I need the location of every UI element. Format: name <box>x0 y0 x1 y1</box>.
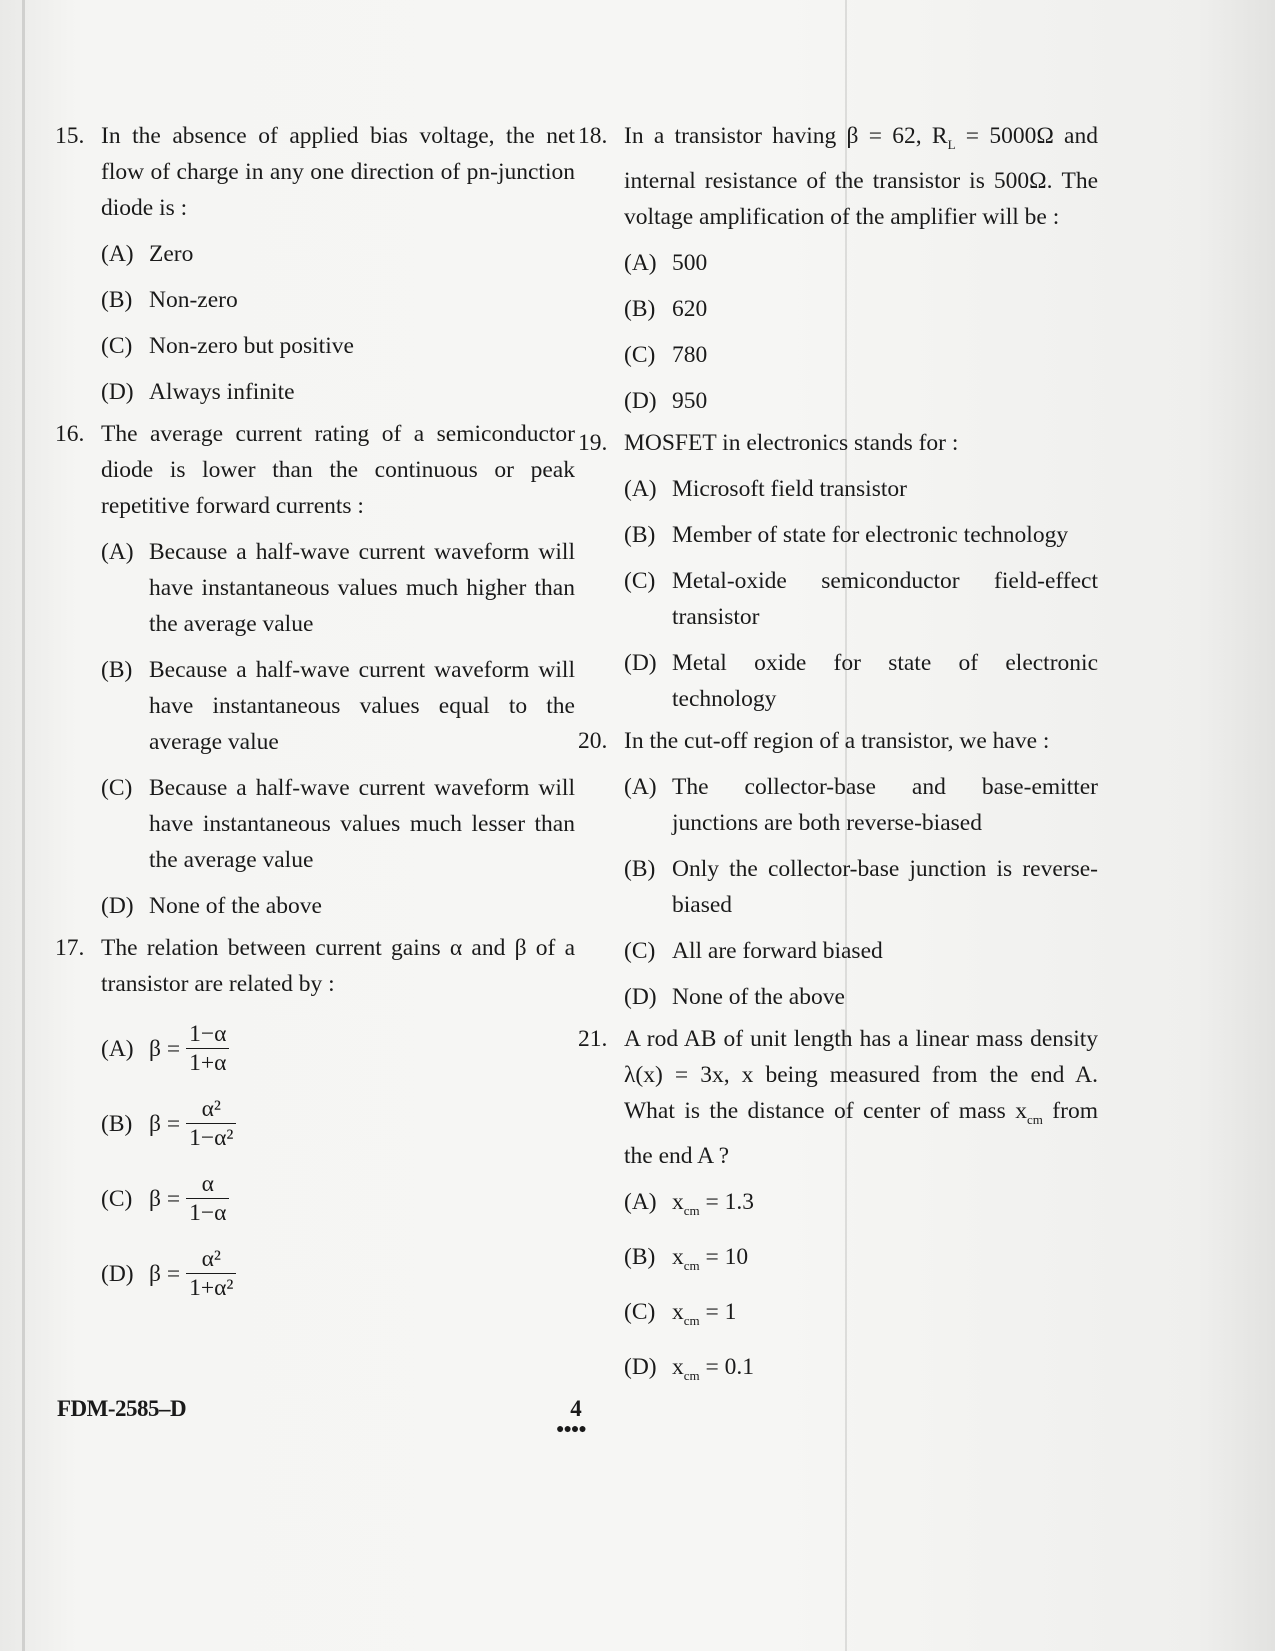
option-b <box>101 1095 575 1152</box>
option-text: 620 <box>672 296 708 322</box>
formula-lhs: β = <box>149 1035 181 1062</box>
option-a <box>101 236 575 272</box>
question-15 <box>55 118 575 410</box>
option-a <box>624 769 1098 841</box>
question-text: In the cut-off region of a transistor, we have : <box>624 728 1050 754</box>
subscript: cm <box>683 1368 700 1383</box>
variable: x <box>672 1244 684 1270</box>
fraction <box>186 1095 236 1152</box>
option-label: (C) <box>101 333 133 359</box>
option-c <box>101 1170 575 1227</box>
option-text: Metal-oxide semiconductor field-effect transistor <box>672 568 1098 630</box>
option-label: (A) <box>624 250 657 276</box>
option-a <box>101 1020 575 1077</box>
option-text: Microsoft field transistor <box>672 476 907 502</box>
question-text-part: A rod AB of unit length has a linear mass density λ(x) = 3x, x being measured from the end A. What is the distance of center of mass x <box>624 1026 1098 1124</box>
option-label: (D) <box>101 893 134 919</box>
numerator: α <box>201 1171 214 1197</box>
fraction <box>186 1245 236 1302</box>
option-text: Always infinite <box>149 379 295 405</box>
question-number: 20. <box>578 728 608 754</box>
option-label: (A) <box>101 539 134 565</box>
option-value: = 10 <box>699 1244 749 1270</box>
question-20 <box>578 723 1098 1015</box>
option-label: (A) <box>624 476 657 502</box>
denominator: 1−α <box>186 1198 229 1227</box>
option-text: Non-zero <box>149 287 238 313</box>
question-text-part: = 5000Ω and internal resistance of the transistor is 500Ω. The voltage amplification of the amplifier will be : <box>624 123 1098 230</box>
right-column <box>578 118 1098 1398</box>
option-a <box>624 245 1098 281</box>
option-label: (D) <box>624 388 657 414</box>
question-number: 21. <box>578 1026 608 1052</box>
option-label: (B) <box>624 1244 656 1270</box>
option-c <box>624 1294 1098 1339</box>
option-value: = 0.1 <box>699 1354 755 1380</box>
option-label: (A) <box>101 1035 134 1062</box>
option-a <box>624 1184 1098 1229</box>
option-text: Because a half-wave current waveform will have instantaneous values much higher than the average value <box>149 539 575 637</box>
option-d <box>624 383 1098 419</box>
subscript: cm <box>683 1203 700 1218</box>
option-label: (C) <box>624 938 656 964</box>
option-text: Only the collector-base junction is reverse-biased <box>672 856 1098 918</box>
option-label: (B) <box>624 522 656 548</box>
option-d <box>624 645 1098 717</box>
question-number: 18. <box>578 123 608 149</box>
question-text: The relation between current gains α and β of a transistor are related by : <box>101 935 575 997</box>
option-text <box>672 1294 1098 1339</box>
option-d <box>101 374 575 410</box>
option-label: (D) <box>101 379 134 405</box>
option-d <box>101 1245 575 1302</box>
paper-code: FDM-2585–D <box>57 1396 187 1421</box>
question-text: MOSFET in electronics stands for : <box>624 430 959 456</box>
option-label: (C) <box>624 568 656 594</box>
option-label: (D) <box>624 650 657 676</box>
option-b <box>101 282 575 318</box>
question-number: 19. <box>578 430 608 456</box>
option-label: (D) <box>101 1260 134 1287</box>
option-d <box>624 979 1098 1015</box>
option-c <box>101 770 575 878</box>
subscript: cm <box>683 1258 700 1273</box>
option-label: (B) <box>624 856 656 882</box>
formula-lhs: β = <box>149 1185 181 1212</box>
question-number: 15. <box>55 123 85 149</box>
option-d <box>101 888 575 924</box>
option-text: 950 <box>672 388 708 414</box>
option-text: None of the above <box>149 893 322 919</box>
option-a <box>624 471 1098 507</box>
option-label: (D) <box>624 984 657 1010</box>
subscript: cm <box>1026 1112 1043 1127</box>
option-label: (D) <box>624 1354 657 1380</box>
option-d <box>624 1349 1098 1394</box>
option-text: Member of state for electronic technology <box>672 522 1069 548</box>
question-text-part: from the end A ? <box>624 1098 1098 1169</box>
numerator: 1−α <box>189 1021 227 1047</box>
question-21 <box>578 1021 1098 1394</box>
denominator: 1+α² <box>186 1273 236 1302</box>
variable: x <box>672 1299 684 1325</box>
option-a <box>101 534 575 642</box>
option-value: = 1.3 <box>699 1189 755 1215</box>
option-c <box>624 933 1098 969</box>
option-label: (A) <box>101 241 134 267</box>
option-c <box>624 563 1098 635</box>
option-label: (B) <box>101 657 133 683</box>
option-text: All are forward biased <box>672 938 883 964</box>
option-c <box>101 328 575 364</box>
option-b <box>624 291 1098 327</box>
option-text: Non-zero but positive <box>149 333 354 359</box>
option-text: Because a half-wave current waveform will have instantaneous values much lesser than the average value <box>149 775 575 873</box>
option-c <box>624 337 1098 373</box>
formula-lhs: β = <box>149 1260 181 1287</box>
question-number: 16. <box>55 421 85 447</box>
left-column <box>55 118 575 1324</box>
page-edge <box>22 0 25 1651</box>
option-label: (C) <box>101 775 133 801</box>
page-number: 4 <box>570 1396 582 1421</box>
subscript: L <box>947 137 956 152</box>
variable: x <box>672 1189 684 1215</box>
variable: x <box>672 1354 684 1380</box>
question-16 <box>55 416 575 924</box>
option-label: (C) <box>624 1299 656 1325</box>
page-dots: ●●●● <box>556 1422 586 1437</box>
question-17 <box>55 930 575 1320</box>
fraction <box>186 1020 229 1077</box>
question-text: The average current rating of a semiconductor diode is lower than the continuous or peak repetitive forward currents : <box>101 421 575 519</box>
denominator: 1+α <box>186 1048 229 1077</box>
option-text <box>672 1349 1098 1394</box>
option-text: Because a half-wave current waveform will have instantaneous values equal to the average value <box>149 657 575 755</box>
option-label: (C) <box>101 1185 133 1212</box>
option-text: 500 <box>672 250 708 276</box>
question-text <box>624 1021 1098 1174</box>
option-b <box>101 652 575 760</box>
option-b <box>624 1239 1098 1284</box>
denominator: 1−α² <box>186 1123 236 1152</box>
option-value: = 1 <box>699 1299 737 1325</box>
numerator: α² <box>201 1246 221 1272</box>
option-b <box>624 851 1098 923</box>
numerator: α² <box>201 1096 221 1122</box>
subscript: cm <box>683 1313 700 1328</box>
question-text: In the absence of applied bias voltage, the net flow of charge in any one direction of pn-junction diode is : <box>101 123 575 221</box>
formula-lhs: β = <box>149 1110 181 1137</box>
option-text: Zero <box>149 241 194 267</box>
option-text: 780 <box>672 342 708 368</box>
option-label: (C) <box>624 342 656 368</box>
option-text <box>672 1184 1098 1229</box>
option-label: (B) <box>101 1110 133 1137</box>
question-number: 17. <box>55 935 85 961</box>
option-text <box>672 1239 1098 1284</box>
question-text-part: In a transistor having β = 62, R <box>624 123 948 149</box>
option-text: None of the above <box>672 984 845 1010</box>
question-19 <box>578 425 1098 717</box>
option-label: (B) <box>101 287 133 313</box>
question-text <box>624 118 1098 235</box>
question-18 <box>578 118 1098 419</box>
option-label: (A) <box>624 774 657 800</box>
option-text: The collector-base and base-emitter junctions are both reverse-biased <box>672 774 1098 836</box>
option-text: Metal oxide for state of electronic technology <box>672 650 1098 712</box>
fraction <box>186 1170 229 1227</box>
option-b <box>624 517 1098 553</box>
option-label: (B) <box>624 296 656 322</box>
option-label: (A) <box>624 1189 657 1215</box>
